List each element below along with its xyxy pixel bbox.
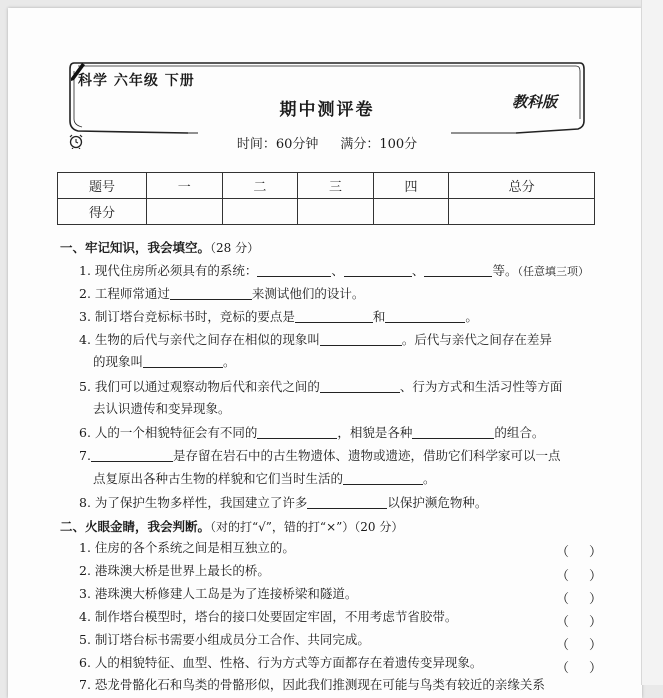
score-input-cell[interactable] xyxy=(147,199,223,225)
q-text: 3. 制订塔台竞标标书时，竞标的要点是 xyxy=(79,309,295,324)
q-text: 4. 生物的后代与亲代之间存在相似的现象叫 xyxy=(79,332,320,347)
answer-blank[interactable] xyxy=(320,333,402,346)
bracket-open: （ xyxy=(556,545,570,560)
question-3 xyxy=(79,309,478,325)
bracket-open: （ xyxy=(556,592,570,607)
exam-meta xyxy=(68,133,586,152)
judge-item: 1. 住房的各个系统之间是相互独立的。 xyxy=(79,540,295,555)
answer-blank[interactable] xyxy=(307,496,387,509)
question-4 xyxy=(79,332,552,348)
subject-label: 科学 六年级 下册 xyxy=(78,73,195,89)
answer-bracket[interactable] xyxy=(556,565,602,584)
answer-blank[interactable] xyxy=(320,380,400,393)
answer-blank[interactable] xyxy=(343,472,423,485)
judge-item: 2. 港珠澳大桥是世界上最长的桥。 xyxy=(79,563,270,578)
question-1 xyxy=(79,263,589,280)
table-score-row xyxy=(58,199,595,225)
q-text: 2. 工程师常通过 xyxy=(79,286,170,301)
exam-title: 期中测评卷 xyxy=(279,100,375,120)
table-cell: 三 xyxy=(298,173,374,199)
answer-blank[interactable] xyxy=(412,426,494,439)
answer-blank[interactable] xyxy=(143,355,223,368)
judge-item: 7. 恐龙骨骼化石和鸟类的骨骼形似，因此我们推测现在可能与鸟类有较近的亲缘关系 xyxy=(79,677,545,692)
answer-blank[interactable] xyxy=(424,264,492,277)
q-text: 是存留在岩石中的古生物遗体、遗物或遗迹，借助它们科学家可以一点 xyxy=(172,448,561,463)
answer-bracket[interactable] xyxy=(556,657,602,676)
question-7 xyxy=(79,448,560,464)
q-text: ，相貌是各种 xyxy=(337,425,413,440)
judge-item: 3. 港珠澳大桥修建人工岛是为了连接桥梁和隧道。 xyxy=(79,586,358,601)
table-cell: 二 xyxy=(222,173,298,199)
answer-bracket[interactable] xyxy=(556,541,602,560)
bracket-open: （ xyxy=(556,615,570,630)
q-text: 。后代与亲代之间存在差异 xyxy=(401,332,552,347)
q-text: 的现象叫 xyxy=(93,354,144,369)
q-text: 6. 人的一个相貌特征会有不同的 xyxy=(79,425,258,440)
judge-item: 4. 制作塔台模型时，塔台的接口处要固定牢固，不用考虑节省胶带。 xyxy=(79,609,458,624)
answer-blank[interactable] xyxy=(295,310,373,323)
score-input-cell[interactable] xyxy=(298,199,374,225)
score-label: 满分：100分 xyxy=(340,137,418,152)
answer-blank[interactable] xyxy=(385,310,465,323)
section-2-title xyxy=(60,517,403,535)
section-title-text: 一、牢记知识，我会填空。 xyxy=(60,240,211,255)
q-text: 。 xyxy=(223,354,236,369)
answer-bracket[interactable] xyxy=(556,634,602,653)
q-text: 来测试他们的设计。 xyxy=(251,286,365,301)
q-text: 、行为方式和生活习性等方面 xyxy=(399,379,563,394)
q-text: 。 xyxy=(423,471,436,486)
q-text: 的组合。 xyxy=(494,425,545,440)
table-cell: 总分 xyxy=(449,173,595,199)
q-text: 、 xyxy=(411,263,425,278)
pen-icon xyxy=(68,61,86,83)
question-2 xyxy=(79,286,364,302)
bracket-close: ） xyxy=(589,545,603,560)
header-banner xyxy=(68,61,586,152)
q-note: （任意填三项） xyxy=(517,265,589,278)
answer-blank[interactable] xyxy=(344,264,412,277)
question-6 xyxy=(79,425,544,441)
bracket-open: （ xyxy=(556,569,570,584)
answer-bracket[interactable] xyxy=(556,588,602,607)
section-1-title xyxy=(60,238,259,256)
bracket-close: ） xyxy=(589,638,603,653)
table-header-row xyxy=(58,173,595,199)
q-text: 等。 xyxy=(492,263,518,278)
answer-blank[interactable] xyxy=(170,287,252,300)
q-text: 7. xyxy=(79,448,91,463)
question-5 xyxy=(79,379,562,395)
question-5-cont xyxy=(93,401,231,417)
q-text: 。 xyxy=(465,309,478,324)
bracket-close: ） xyxy=(589,569,603,584)
section-points: （28 分） xyxy=(210,241,260,255)
q-text: 8. 为了保护生物多样性，我国建立了许多 xyxy=(79,495,308,510)
q-text: 、 xyxy=(331,263,344,278)
question-4-cont xyxy=(93,354,236,370)
answer-bracket[interactable] xyxy=(556,611,602,630)
q-text: 以保护濒危物种。 xyxy=(387,495,488,510)
table-cell: 得分 xyxy=(58,199,147,225)
question-8 xyxy=(79,495,487,511)
q-text: 点复原出各种古生物的样貌和它们当时生活的 xyxy=(93,471,344,486)
page-edge xyxy=(641,0,663,685)
answer-blank[interactable] xyxy=(257,264,331,277)
score-table xyxy=(57,172,595,225)
table-cell: 一 xyxy=(147,173,223,199)
question-7-cont xyxy=(93,471,436,487)
q-text: 1. 现代住房所必须具有的系统： xyxy=(79,263,258,278)
bracket-close: ） xyxy=(589,661,603,676)
time-label: 时间：60分钟 xyxy=(236,137,319,152)
score-input-cell[interactable] xyxy=(449,199,595,225)
judge-item: 5. 制订塔台标书需要小组成员分工合作、共同完成。 xyxy=(79,632,370,647)
score-input-cell[interactable] xyxy=(222,199,298,225)
edition-label: 教科版 xyxy=(512,93,558,111)
answer-blank[interactable] xyxy=(257,426,337,439)
bracket-open: （ xyxy=(556,638,570,653)
score-input-cell[interactable] xyxy=(373,199,449,225)
q-text: 5. 我们可以通过观察动物后代和亲代之间的 xyxy=(79,379,320,394)
q-text: 去认识遗传和变异现象。 xyxy=(93,401,231,416)
table-cell: 四 xyxy=(373,173,449,199)
q-text: 和 xyxy=(372,309,386,324)
judge-item: 6. 人的相貌特征、血型、性格、行为方式等方面都存在着遗传变异现象。 xyxy=(79,655,483,670)
alarm-clock-icon xyxy=(68,133,84,149)
bracket-close: ） xyxy=(589,592,603,607)
table-cell: 题号 xyxy=(58,173,147,199)
bracket-close: ） xyxy=(589,615,603,630)
answer-blank[interactable] xyxy=(91,449,173,462)
section-title-text: 二、火眼金睛，我会判断。 xyxy=(60,519,211,534)
bracket-open: （ xyxy=(556,661,570,676)
section-instruction: （对的打“√”，错的打“×”）（20 分） xyxy=(210,520,404,534)
